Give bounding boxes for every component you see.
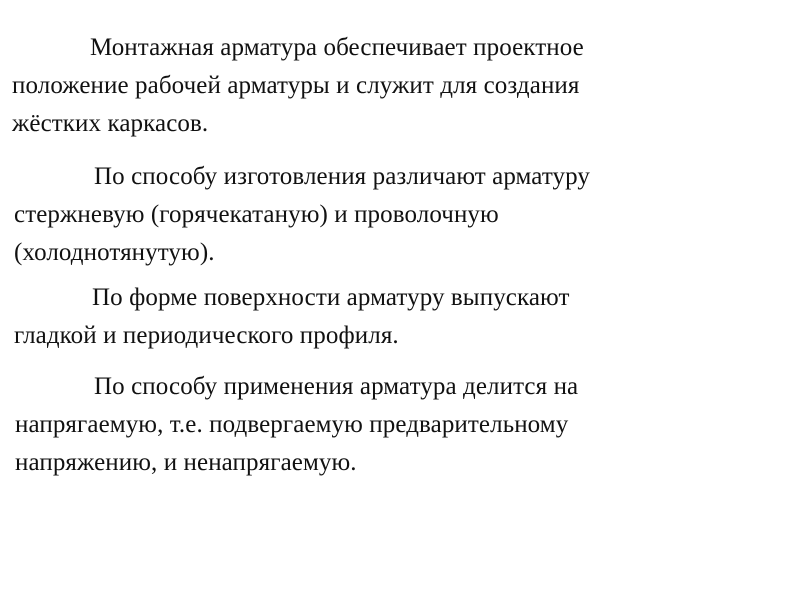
text-line: По форме поверхности арматуру выпускают [92,284,570,311]
text-line: (холоднотянутую). [14,239,215,266]
text-line: стержневую (горячекатаную) и проволочную [14,201,499,228]
text-line: гладкой и периодического профиля. [14,322,399,349]
text-line: Монтажная арматура обеспечивает проектное [90,34,584,61]
text-line: напрягаемую, т.е. подвергаемую предварительному [15,411,569,438]
text-line: По способу изготовления различают арматуру [94,163,591,190]
text-line: жёстких каркасов. [12,110,209,137]
text-line: положение рабочей арматуры и служит для создания [12,72,580,99]
text-line: напряжению, и ненапрягаемую. [15,449,357,476]
text-line: По способу применения арматура делится на [94,373,579,400]
